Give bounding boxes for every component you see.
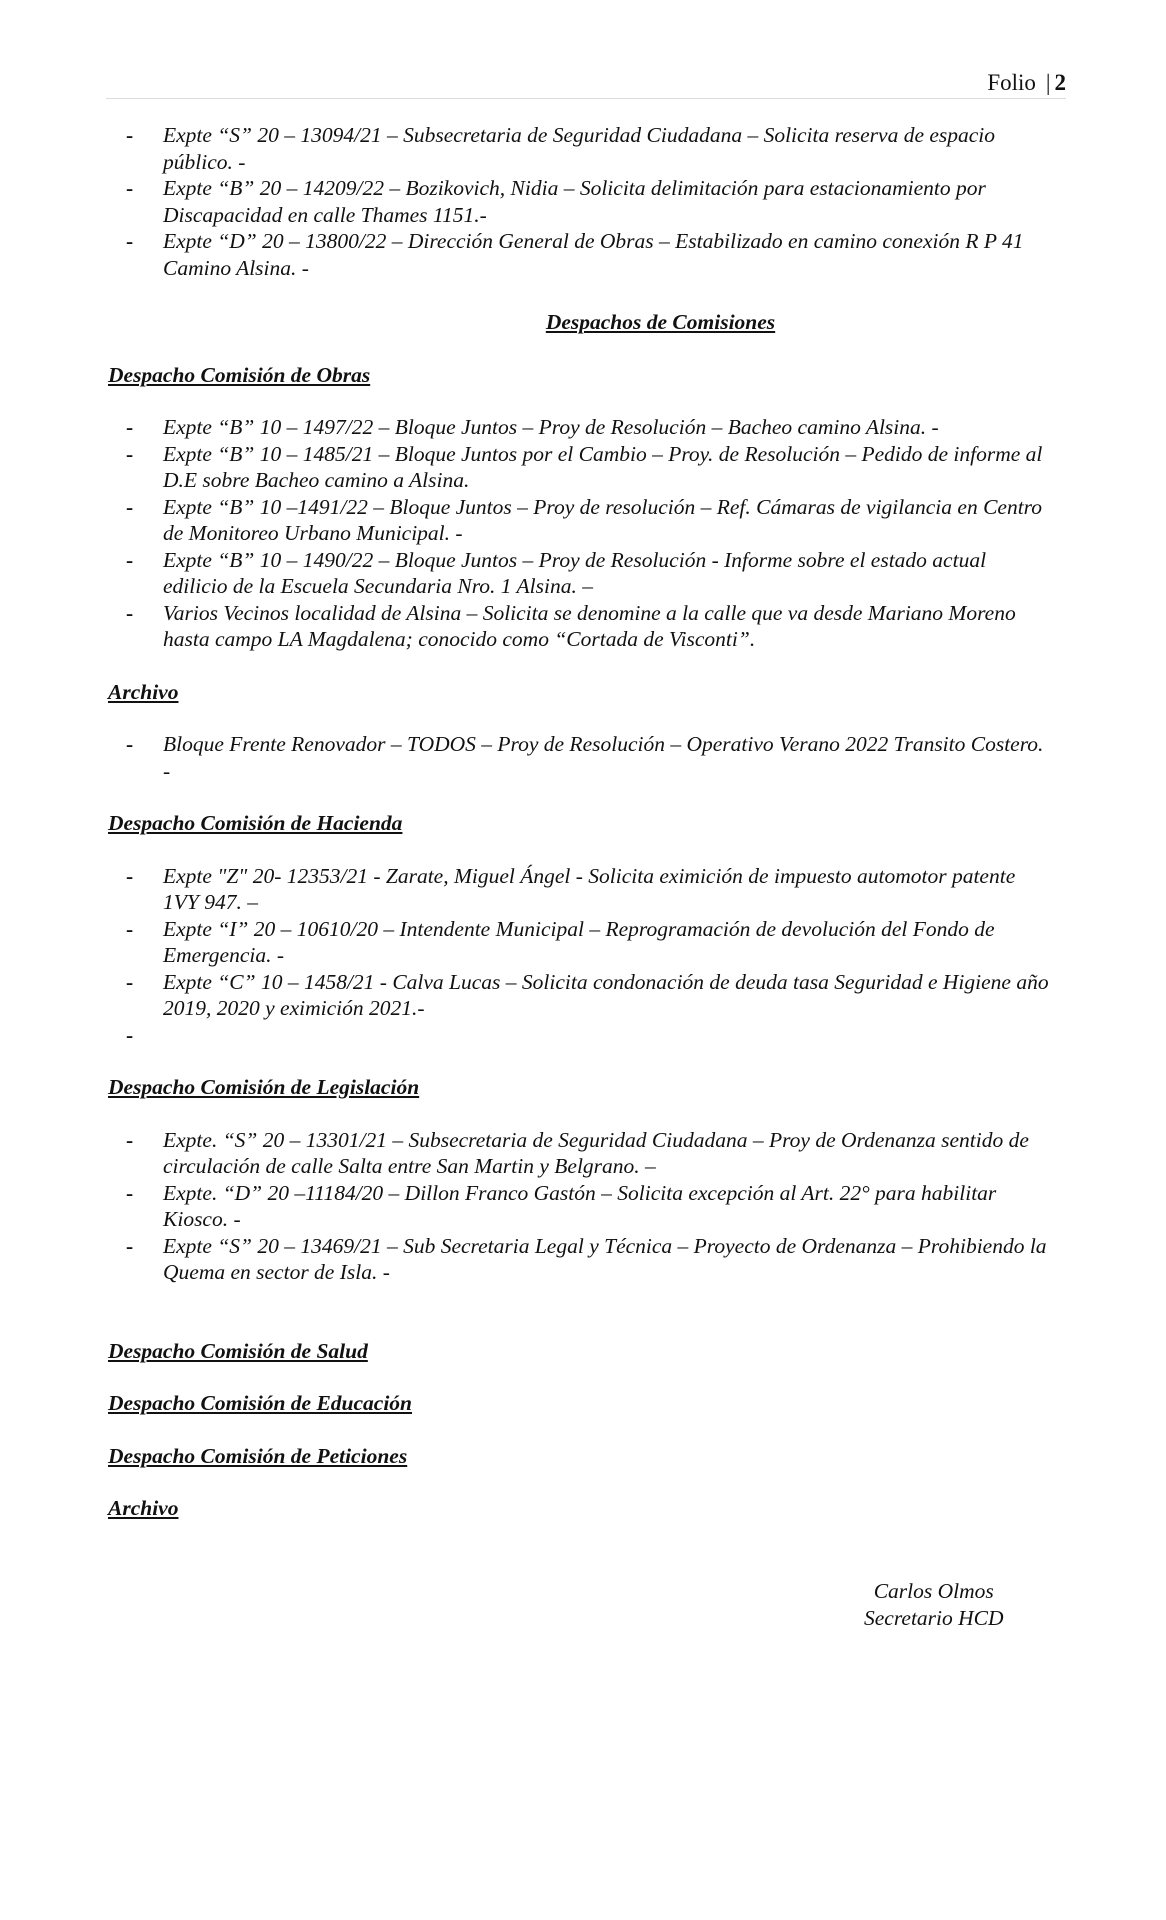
- list-item: - Expte “D” 20 – 13800/22 – Dirección General de Obras – Estabilizado en camino conexión R P 41 Camino Alsina. -: [126, 229, 1024, 280]
- list-item: - Expte “I” 20 – 10610/20 – Intendente Municipal – Reprogramación de devolución del Fondo de Emergencia. -: [126, 916, 995, 967]
- list-item: - Expte “S” 20 – 13094/21 – Subsecretaria de Seguridad Ciudadana – Solicita reserva de espacio público. -: [126, 123, 996, 174]
- section-title-peticiones: Despacho Comisión de Peticiones: [108, 1443, 408, 1468]
- signature-name: Carlos Olmos: [873, 1579, 994, 1603]
- folio-label: [987, 70, 1066, 96]
- list-item: - Expte “B” 10 – 1497/22 – Bloque Juntos – Proy de Resolución – Bacheo camino Alsina. -: [126, 415, 939, 439]
- list-item: - Expte “B” 20 – 14209/22 – Bozikovich, Nidia – Solicita delimitación para estacionamiento por Discapacidad en calle Thames 1151.-: [126, 176, 986, 227]
- list-item: - Expte “B” 10 –1491/22 – Bloque Juntos – Proy de resolución – Ref. Cámaras de vigilancia en Centro de Monitoreo Urbano Municipal. -: [126, 494, 1042, 545]
- signature-role: Secretario HCD: [864, 1606, 1004, 1630]
- page-header: [106, 66, 1066, 99]
- main-heading: Despachos de Comisiones: [545, 310, 776, 334]
- intro-list: [108, 122, 1053, 281]
- list-item: - Expte “B” 10 – 1485/21 – Bloque Juntos por el Cambio – Proy. de Resolución – Pedido de informe al D.E sobre Bacheo camino a Alsina.: [126, 441, 1043, 492]
- list-item: - Expte “B” 10 – 1490/22 – Bloque Juntos – Proy de Resolución - Informe sobre el estado actual edilicio de la Escuela Secundaria Nro. 1 Alsina. –: [126, 547, 987, 598]
- section-title-obras: Despacho Comisión de Obras: [108, 362, 371, 387]
- document-body: [108, 122, 1053, 1522]
- section-title-legislacion: Despacho Comisión de Legislación: [108, 1075, 420, 1099]
- folio-separator: |: [1045, 70, 1051, 95]
- section-title-educacion: Despacho Comisión de Educación: [108, 1391, 413, 1415]
- list-item: - Expte "Z" 20- 12353/21 - Zarate, Miguel Ángel - Solicita eximición de impuesto automotor patente 1VY 947. –: [126, 863, 1016, 914]
- list-item: -: [126, 1022, 134, 1047]
- hacienda-list: [108, 863, 1053, 1049]
- legislacion-list: [108, 1127, 1053, 1286]
- list-item: - Expte. “D” 20 –11184/20 – Dillon Franco Gastón – Solicita excepción al Art. 22° para habilitar Kiosco. -: [126, 1180, 997, 1231]
- section-title-salud: Despacho Comisión de Salud: [108, 1338, 368, 1363]
- folio-text: Folio: [987, 70, 1036, 95]
- section-title-archivo: Archivo: [108, 679, 179, 704]
- obras-list: [108, 414, 1053, 653]
- list-item: - Expte “S” 20 – 13469/21 – Sub Secretaria Legal y Técnica – Proyecto de Ordenanza – Prohibiendo la Quema en sector de Isla. -: [126, 1233, 1047, 1284]
- list-item: - Bloque Frente Renovador – TODOS – Proy de Resolución – Operativo Verano 2022 Transito Costero. -: [126, 732, 1044, 783]
- list-item: - Expte. “S” 20 – 13301/21 – Subsecretaria de Seguridad Ciudadana – Proy de Ordenanza sentido de circulación de calle Salta entre San Martin y Belgrano. –: [126, 1127, 1029, 1178]
- signature-block: [864, 1578, 1004, 1632]
- folio-number: 2: [1054, 70, 1066, 95]
- list-item: - Expte “C” 10 – 1458/21 - Calva Lucas – Solicita condonación de deuda tasa Seguridad e Higiene año 2019, 2020 y eximición 2021.-: [126, 969, 1049, 1020]
- section-title-archivo-final: Archivo: [108, 1496, 179, 1520]
- list-item: - Varios Vecinos localidad de Alsina – Solicita se denomine a la calle que va desde Mariano Moreno hasta campo LA Magdalena; conocido como “Cortada de Visconti”.: [126, 600, 1016, 651]
- archivo-list: [108, 731, 1053, 784]
- section-title-hacienda: Despacho Comisión de Hacienda: [108, 811, 403, 835]
